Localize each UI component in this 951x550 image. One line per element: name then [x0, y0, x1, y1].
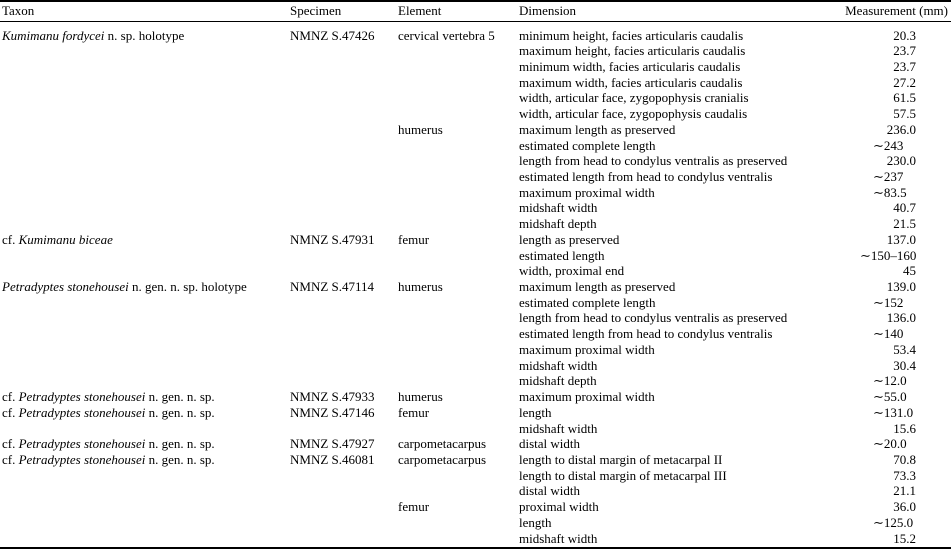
table-row — [0, 200, 951, 216]
cell-element: femur — [398, 404, 430, 420]
taxon-name: Petradyptes stonehousei — [18, 451, 146, 467]
cell-specimen: NMNZ S.46081 — [290, 451, 375, 467]
cell-dimension: midshaft depth — [519, 373, 597, 389]
cell-measurement: 61.5 — [893, 90, 916, 106]
table-row — [0, 499, 951, 515]
cell-measurement: ∼150–160 — [860, 247, 917, 263]
table-row — [0, 59, 951, 75]
cell-element: humerus — [398, 389, 443, 405]
cell-dimension: midshaft width — [519, 530, 598, 546]
cell-element: humerus — [398, 121, 443, 137]
cell-specimen: NMNZ S.47927 — [290, 436, 375, 452]
cell-dimension: midshaft width — [519, 200, 598, 216]
table-row — [0, 153, 951, 169]
cell-dimension: estimated complete length — [519, 294, 656, 310]
cell-specimen: NMNZ S.47426 — [290, 27, 375, 43]
cell-measurement: 73.3 — [893, 467, 916, 483]
table-row — [0, 122, 951, 138]
table-row — [0, 515, 951, 531]
cell-element: cervical vertebra 5 — [398, 27, 495, 43]
header-specimen: Specimen — [290, 3, 342, 18]
cell-measurement: 21.1 — [893, 483, 916, 499]
cell-taxon — [2, 452, 215, 468]
cell-element: femur — [398, 231, 430, 247]
taxon-prefix: cf. — [2, 389, 19, 405]
table-row — [0, 279, 951, 295]
cell-dimension: maximum proximal width — [519, 341, 655, 357]
table-row — [0, 326, 951, 342]
table-row — [0, 452, 951, 468]
cell-taxon — [2, 405, 215, 421]
header-dimension: Dimension — [519, 3, 577, 18]
cell-taxon — [2, 436, 215, 452]
cell-taxon — [2, 279, 247, 295]
table-header — [0, 3, 951, 20]
cell-element: femur — [398, 499, 430, 515]
taxon-name: Kumimanu biceae — [18, 231, 113, 247]
table-row — [0, 216, 951, 232]
taxon-suffix: n. gen. n. sp. — [145, 404, 215, 420]
table-row — [0, 75, 951, 91]
cell-dimension: proximal width — [519, 499, 599, 515]
table-row — [0, 138, 951, 154]
cell-dimension: width, articular face, zygopophysis cranialis — [519, 90, 749, 106]
taxon-prefix: cf. — [2, 451, 19, 467]
cell-measurement: ∼83.5 — [873, 184, 907, 200]
cell-dimension: estimated complete length — [519, 137, 656, 153]
taxon-name: Petradyptes stonehousei — [18, 436, 146, 452]
taxon-suffix: n. gen. n. sp. — [145, 451, 215, 467]
cell-dimension: estimated length from head to condylus ventralis — [519, 168, 773, 184]
cell-taxon — [2, 389, 215, 405]
table-row — [0, 185, 951, 201]
cell-measurement: 136.0 — [886, 310, 916, 326]
cell-measurement: 236.0 — [886, 121, 916, 137]
cell-dimension: maximum proximal width — [519, 389, 655, 405]
cell-dimension: width, proximal end — [519, 263, 625, 279]
cell-dimension: width, articular face, zygopophysis caudalis — [519, 106, 748, 122]
taxon-name: Petradyptes stonehousei — [2, 279, 129, 295]
cell-dimension: minimum height, facies articularis caudalis — [519, 27, 744, 43]
table-row — [0, 531, 951, 547]
cell-dimension: midshaft depth — [519, 216, 597, 232]
header-measurement: Measurement (mm) — [845, 3, 948, 18]
taxon-suffix: n. gen. n. sp. holotype — [128, 279, 247, 295]
cell-measurement: ∼20.0 — [873, 436, 907, 452]
cell-dimension: distal width — [519, 436, 581, 452]
cell-dimension: length as preserved — [519, 231, 620, 247]
table-row — [0, 106, 951, 122]
cell-measurement: 30.4 — [893, 357, 916, 373]
taxon-suffix: n. gen. n. sp. — [145, 436, 215, 452]
cell-dimension: estimated length — [519, 247, 605, 263]
cell-measurement: 230.0 — [886, 153, 916, 169]
table-row — [0, 436, 951, 452]
table-header-rule — [0, 21, 951, 22]
cell-dimension: length from head to condylus ventralis as preserved — [519, 153, 788, 169]
table-row — [0, 310, 951, 326]
cell-measurement: 21.5 — [893, 216, 916, 232]
cell-measurement: 36.0 — [893, 499, 916, 515]
cell-measurement: ∼140 — [873, 326, 904, 342]
cell-measurement: ∼12.0 — [873, 373, 907, 389]
cell-measurement: 40.7 — [893, 200, 916, 216]
table-row — [0, 468, 951, 484]
cell-measurement: ∼125.0 — [873, 514, 914, 530]
cell-measurement: ∼237 — [873, 168, 904, 184]
table-row — [0, 342, 951, 358]
cell-taxon — [2, 232, 113, 248]
cell-measurement: 15.2 — [893, 530, 916, 546]
table-row — [0, 483, 951, 499]
taxon-prefix: cf. — [2, 436, 19, 452]
cell-dimension: midshaft width — [519, 357, 598, 373]
table-row — [0, 90, 951, 106]
cell-dimension: distal width — [519, 483, 581, 499]
cell-specimen: NMNZ S.47931 — [290, 231, 375, 247]
cell-dimension: maximum length as preserved — [519, 121, 676, 137]
cell-measurement: 137.0 — [886, 231, 916, 247]
taxon-prefix: cf. — [2, 404, 19, 420]
cell-dimension: maximum proximal width — [519, 184, 655, 200]
cell-dimension: estimated length from head to condylus ventralis — [519, 326, 773, 342]
cell-measurement: 15.6 — [893, 420, 916, 436]
cell-measurement: ∼243 — [873, 137, 904, 153]
cell-measurement: 23.7 — [893, 43, 916, 59]
cell-measurement: 70.8 — [893, 451, 916, 467]
table-row — [0, 405, 951, 421]
cell-dimension: maximum width, facies articularis caudalis — [519, 74, 743, 90]
cell-measurement: ∼55.0 — [873, 389, 907, 405]
table-row — [0, 358, 951, 374]
table-row — [0, 263, 951, 279]
cell-dimension: length to distal margin of metacarpal III — [519, 467, 727, 483]
cell-element: humerus — [398, 279, 443, 295]
table-row — [0, 169, 951, 185]
cell-element: carpometacarpus — [398, 436, 487, 452]
cell-dimension: length to distal margin of metacarpal II — [519, 451, 723, 467]
cell-dimension: minimum width, facies articularis caudalis — [519, 58, 741, 74]
cell-dimension: length — [519, 514, 552, 530]
cell-dimension: midshaft width — [519, 420, 598, 436]
header-taxon: Taxon — [2, 3, 35, 18]
cell-specimen: NMNZ S.47933 — [290, 389, 375, 405]
cell-measurement: 57.5 — [893, 106, 916, 122]
cell-specimen: NMNZ S.47146 — [290, 404, 375, 420]
table-row — [0, 421, 951, 437]
taxon-name: Petradyptes stonehousei — [18, 404, 146, 420]
cell-measurement: 20.3 — [893, 27, 916, 43]
cell-measurement: 139.0 — [886, 279, 916, 295]
cell-measurement: ∼152 — [873, 294, 904, 310]
table-bottom-rule — [0, 547, 951, 549]
header-element: Element — [398, 3, 442, 18]
table-row — [0, 248, 951, 264]
cell-dimension: length from head to condylus ventralis as preserved — [519, 310, 788, 326]
table-row — [0, 373, 951, 389]
table-row — [0, 389, 951, 405]
table-row — [0, 43, 951, 59]
taxon-suffix: n. sp. holotype — [104, 27, 185, 43]
taxon-name: Kumimanu fordycei — [2, 27, 105, 43]
cell-dimension: maximum length as preserved — [519, 279, 676, 295]
cell-measurement: ∼131.0 — [873, 404, 914, 420]
cell-measurement: 27.2 — [893, 74, 916, 90]
table-row — [0, 28, 951, 44]
cell-dimension: maximum height, facies articularis caudalis — [519, 43, 746, 59]
cell-measurement: 23.7 — [893, 58, 916, 74]
cell-dimension: length — [519, 404, 552, 420]
table-top-rule — [0, 0, 951, 2]
table-row — [0, 232, 951, 248]
taxon-name: Petradyptes stonehousei — [18, 389, 146, 405]
taxon-suffix: n. gen. n. sp. — [145, 389, 215, 405]
cell-taxon — [2, 28, 184, 44]
cell-measurement: 53.4 — [893, 341, 916, 357]
taxon-prefix: cf. — [2, 231, 19, 247]
cell-element: carpometacarpus — [398, 451, 487, 467]
cell-specimen: NMNZ S.47114 — [290, 279, 375, 295]
table-row — [0, 295, 951, 311]
cell-measurement: 45 — [903, 263, 916, 279]
